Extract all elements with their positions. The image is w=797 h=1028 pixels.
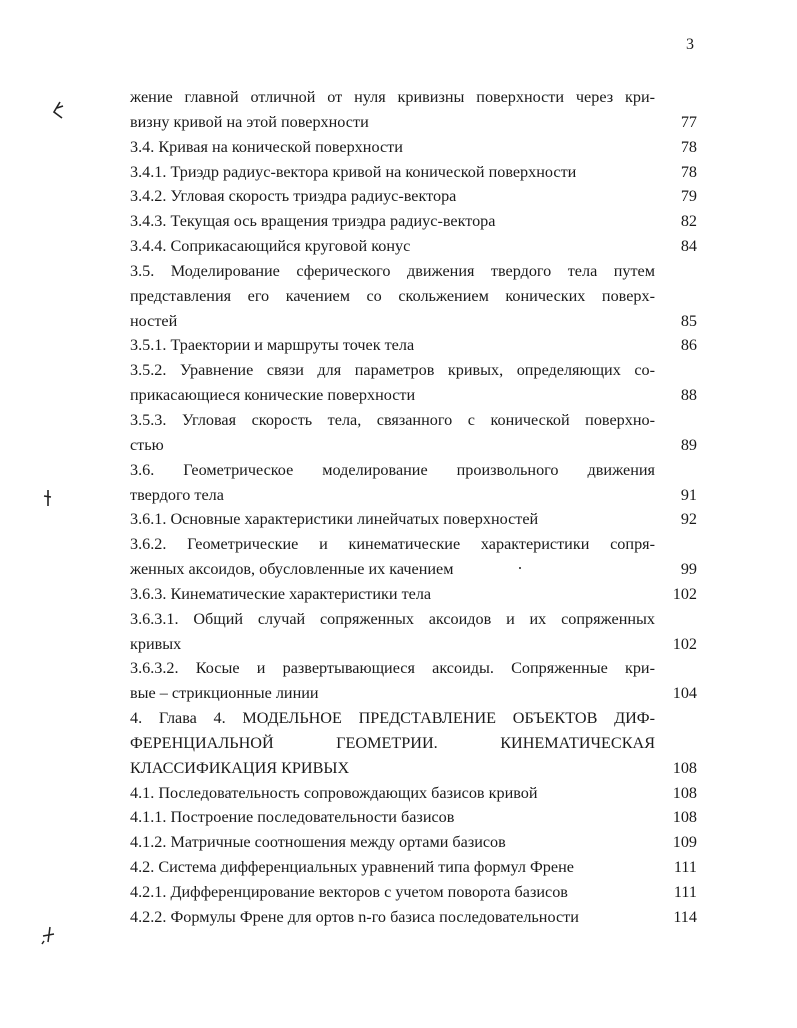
toc-entry-text: 4.1.1. Построение последовательности базисов	[130, 808, 455, 827]
toc-entry-text: 3.4.4. Соприкасающийся круговой конус	[130, 237, 411, 256]
toc-entry-page: 78	[680, 162, 697, 181]
toc-entry-text: 3.4.2. Угловая скорость триэдра радиус-вектора	[130, 187, 457, 206]
toc-entry	[130, 135, 700, 160]
toc-entry-page: 79	[680, 187, 697, 206]
toc-entry	[130, 160, 700, 185]
toc-entry-page: 86	[680, 336, 697, 355]
toc-entry	[130, 905, 700, 930]
toc-entry	[130, 458, 700, 508]
toc-entry-text: 4.2.2. Формулы Френе для ортов n-го базиса последовательности	[130, 907, 579, 926]
toc-entry-text: 3.5.3. Угловая скорость тела, связанного с конической поверхно-	[130, 410, 655, 429]
toc-entry-text: КЛАССИФИКАЦИЯ КРИВЫХ	[130, 758, 350, 777]
toc-entry-page: 102	[672, 634, 697, 653]
toc-entry-text: представления его качением со скольжением конических поверх-	[130, 286, 655, 305]
toc-entry-text: женных аксоидов, обусловленные их качением	[130, 560, 454, 579]
toc-entry	[130, 234, 700, 259]
toc-entry-text: 3.5.2. Уравнение связи для параметров кривых, определяющих со-	[130, 361, 655, 380]
toc-entry-text: 3.6. Геометрическое моделирование произвольного движения	[130, 460, 655, 479]
toc-entry	[130, 85, 700, 135]
toc-entry	[130, 706, 700, 781]
toc-entry	[130, 259, 700, 334]
toc-entry-text: 4.2.1. Дифференцирование векторов с учетом поворота базисов	[130, 883, 568, 901]
toc-entry-page: 114	[673, 907, 697, 926]
toc-entry-page: 77	[680, 112, 697, 131]
toc-entry-page: 78	[680, 137, 697, 156]
toc-entry-text: 4.2. Система дифференциальных уравнений типа формул Френе	[130, 858, 574, 877]
toc-entry	[130, 880, 700, 905]
toc-entry-text: 4.1. Последовательность сопровождающих базисов кривой	[130, 783, 538, 802]
toc-entry	[130, 830, 700, 855]
toc-entry-text: ностей	[130, 311, 178, 330]
toc-entry-page: 91	[680, 485, 697, 504]
toc-entry-text: 3.6.3. Кинематические характеристики тела	[130, 584, 432, 603]
toc-entry-text: 4.1.2. Матричные соотношения между ортами базисов	[130, 833, 506, 852]
toc-entry	[130, 507, 700, 532]
toc-entry-text: 4. Глава 4. МОДЕЛЬНОЕ ПРЕДСТАВЛЕНИЕ ОБЪЕКТОВ ДИФ-	[130, 709, 655, 728]
toc-entry	[130, 805, 700, 830]
toc-entry-text: ФЕРЕНЦИАЛЬНОЙ ГЕОМЕТРИИ. КИНЕМАТИЧЕСКАЯ	[130, 733, 655, 752]
toc-entry-text: вые – стрикционные линии	[130, 684, 319, 703]
scan-mark-icon	[40, 488, 56, 508]
toc-entry-page: 108	[672, 758, 697, 777]
toc-entry-page: 108	[672, 808, 697, 827]
toc-entry-page: 99	[680, 560, 697, 579]
toc-entry-text: 3.5.1. Траектории и маршруты точек тела	[130, 336, 415, 355]
toc-entry-page: 89	[680, 435, 697, 454]
toc-entry-text: прикасающиеся конические поверхности	[130, 386, 416, 405]
toc-entry-text: визну кривой на этой поверхности	[130, 112, 369, 131]
toc-entry	[130, 184, 700, 209]
toc-entry-text: 3.4.1. Триэдр радиус-вектора кривой на конической поверхности	[130, 162, 577, 181]
toc-entry	[130, 408, 700, 458]
toc-entry-text: 3.4.3. Текущая ось вращения триэдра радиус-вектора	[130, 212, 496, 231]
table-of-contents	[130, 85, 700, 930]
toc-entry-page: 82	[680, 212, 697, 231]
toc-entry-text: 3.6.3.2. Косые и развертывающиеся аксоиды. Сопряженные кри-	[130, 659, 655, 678]
toc-entry-page: 104	[672, 684, 697, 703]
toc-entry-page: 108	[672, 783, 697, 802]
toc-entry	[130, 333, 700, 358]
toc-entry-text: кривых	[130, 634, 182, 653]
toc-entry	[130, 532, 700, 582]
toc-entry-page: 109	[672, 833, 697, 852]
toc-entry-text: жение главной отличной от нуля кривизны поверхности через кри-	[130, 88, 655, 106]
toc-entry	[130, 607, 700, 657]
scan-mark-icon	[48, 100, 68, 122]
toc-entry-text: твердого тела	[130, 485, 224, 504]
toc-entry	[130, 855, 700, 880]
page-number: 3	[686, 36, 694, 53]
toc-entry-page: 88	[680, 386, 697, 405]
toc-entry-text: 3.6.2. Геометрические и кинематические характеристики сопря-	[130, 535, 655, 554]
toc-entry-text: 3.6.3.1. Общий случай сопряженных аксоидов и их сопряженных	[130, 609, 655, 628]
toc-entry-page: 85	[680, 311, 697, 330]
toc-entry-page: 92	[680, 510, 697, 529]
toc-entry-page: 111	[673, 858, 697, 877]
toc-entry-page: 111	[673, 883, 697, 901]
toc-entry	[130, 209, 700, 234]
toc-entry-text: 3.6.1. Основные характеристики линейчатых поверхностей	[130, 510, 539, 529]
toc-entry	[130, 582, 700, 607]
toc-entry-text: стью	[130, 435, 164, 454]
toc-entry	[130, 358, 700, 408]
toc-entry-page: 102	[672, 584, 697, 603]
toc-entry-text: 3.5. Моделирование сферического движения твердого тела путем	[130, 261, 655, 280]
toc-entry-text: 3.4. Кривая на конической поверхности	[130, 137, 403, 156]
toc-entry	[130, 781, 700, 806]
scan-mark-icon	[38, 924, 60, 946]
toc-entry-page: 84	[680, 237, 697, 256]
toc-entry	[130, 656, 700, 706]
